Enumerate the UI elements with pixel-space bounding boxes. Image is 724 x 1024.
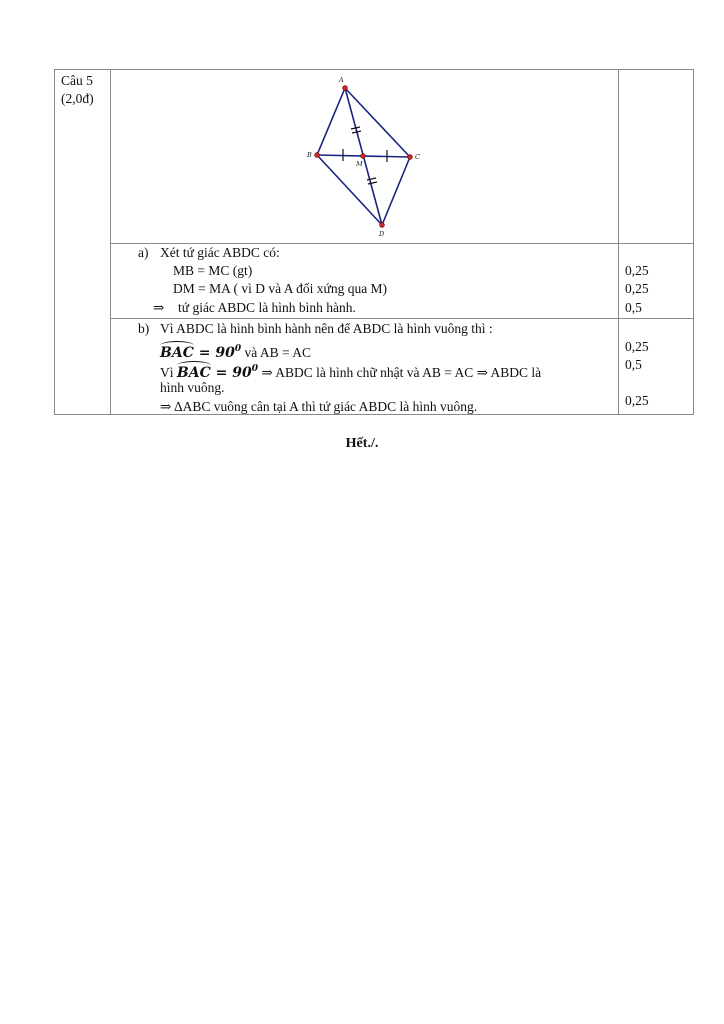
label-D: D: [379, 230, 385, 238]
angle-condition: [160, 345, 241, 361]
angle-equals-2: = 90: [215, 365, 252, 381]
double-tick-MD-1: [367, 178, 376, 180]
question-cell: [61, 72, 94, 108]
part-a-score-2: 0,25: [625, 281, 649, 296]
point-A: [343, 86, 348, 91]
part-a-implies: ⇒: [153, 300, 165, 315]
column-divider-1: [110, 70, 111, 414]
part-b-score-1: 0,25: [625, 339, 649, 354]
angle-BAC: BAC: [160, 345, 194, 361]
label-B: B: [307, 151, 312, 159]
column-divider-2: [618, 70, 619, 414]
part-b-line-1: Vì ABDC là hình bình hành nên để ABDC là hình vuông thì :: [160, 321, 493, 336]
double-tick-MD-2: [368, 182, 377, 184]
point-C: [408, 155, 413, 160]
part-b-line-3-prefix: Vì: [160, 365, 177, 380]
point-D: [380, 223, 385, 228]
segment-AB: [317, 88, 345, 155]
angle-equals: = 90: [198, 345, 235, 361]
row-divider-2: [110, 318, 693, 319]
label-A: A: [339, 76, 344, 84]
part-a-line-2: MB = MC (gt): [173, 263, 253, 278]
part-a-line-1: Xét tứ giác ABDC có:: [160, 245, 280, 260]
degree-symbol-2: 0: [251, 364, 258, 374]
part-a-score-1: 0,25: [625, 263, 649, 278]
part-b-score-2: 0,5: [625, 357, 642, 372]
end-marker: Hết./.: [345, 436, 379, 451]
part-a-label: a): [138, 245, 149, 260]
answer-table: [54, 69, 694, 415]
part-b-line-5: ⇒ ΔABC vuông cân tại A thì tứ giác ABDC là hình vuông.: [160, 399, 478, 414]
part-a-line-4: tứ giác ABDC là hình bình hành.: [178, 300, 356, 315]
part-a-score-3: 0,5: [625, 300, 642, 315]
part-b-line-3-rest: ⇒ ABDC là hình chữ nhật và AB = AC ⇒ ABDC là: [257, 365, 542, 380]
part-a-line-3: DM = MA ( vì D và A đối xứng qua M): [173, 281, 388, 296]
part-b-line-2: [160, 340, 311, 362]
segment-CD: [382, 157, 410, 225]
part-b-line-2-rest: và AB = AC: [241, 345, 311, 360]
part-b-line-4: hình vuông.: [160, 380, 225, 395]
degree-symbol: 0: [234, 344, 242, 354]
geometry-figure: [305, 75, 425, 240]
point-B: [315, 153, 320, 158]
label-M: M: [356, 160, 363, 168]
label-C: C: [415, 153, 420, 161]
angle-BAC-2: BAC: [176, 365, 211, 381]
question-label: Câu 5: [61, 73, 93, 88]
point-M: [361, 154, 366, 159]
question-points: (2,0đ): [61, 91, 94, 106]
part-b-label: b): [138, 321, 150, 336]
part-b-score-3: 0,25: [625, 393, 649, 408]
